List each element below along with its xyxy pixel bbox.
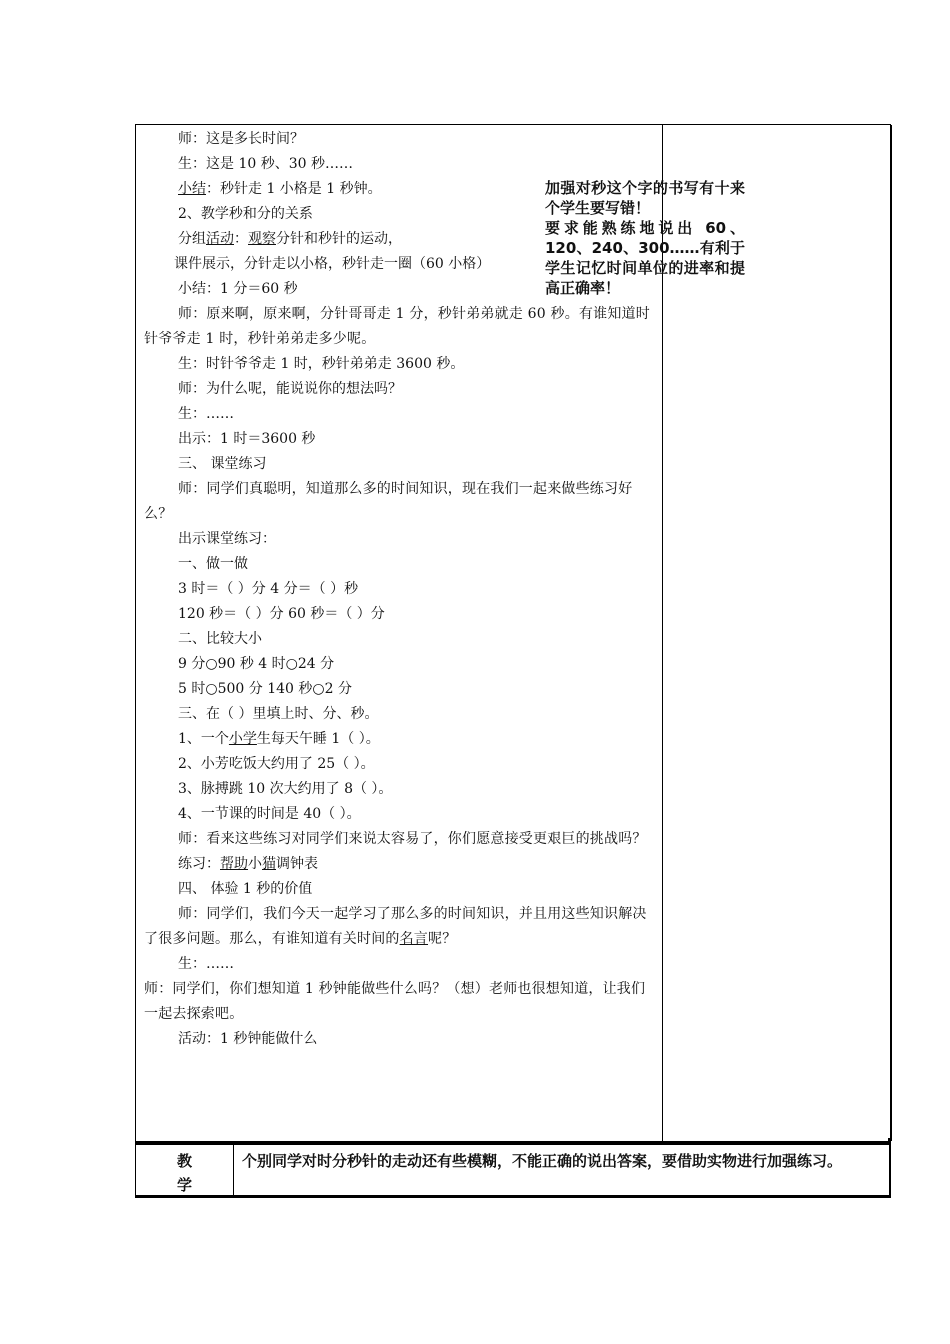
line-text: 3、脉搏跳 10 次大约用了 8（ ）。	[178, 781, 393, 797]
lesson-line	[144, 877, 656, 902]
underlined-term: 帮助	[220, 856, 248, 872]
line-text: 呢？	[428, 931, 457, 947]
lesson-line	[144, 352, 656, 377]
line-text: 师：这是多长时间？	[178, 131, 304, 147]
lesson-line	[144, 402, 656, 427]
line-text: 2、小芳吃饭大约用了 25（ ）。	[178, 756, 375, 772]
line-text: 生：这是 10 秒、30 秒……	[178, 156, 353, 172]
lesson-line	[144, 427, 656, 452]
reflection-text: 个别同学对时分秒针的走动还有些模糊，不能正确的说出答案，要借助实物进行加强练习。	[242, 1152, 843, 1170]
line-text: 生：……	[178, 406, 234, 422]
line-text: 小	[248, 856, 262, 872]
lesson-line	[144, 377, 656, 402]
line-text: 生：时针爷爷走 1 时，秒针弟弟走 3600 秒。	[178, 356, 465, 372]
underlined-term: 观察	[248, 231, 276, 247]
lesson-line	[144, 477, 656, 527]
reflection-table	[135, 1142, 891, 1198]
lesson-line	[144, 852, 656, 877]
line-text: 4、一节课的时间是 40（ ）。	[178, 806, 361, 822]
line-text: 师：原来啊，原来啊，分针哥哥走 1 分，秒针弟弟就走 60 秒。有谁知道时针爷爷走 1 时，秒针弟弟走多少呢。	[144, 306, 650, 347]
line-text: 9 分○90 秒 4 时○24 分	[178, 656, 335, 672]
line-text: 生每天午睡 1（ ）。	[256, 731, 380, 747]
line-text: 练习：	[178, 856, 220, 872]
lesson-line	[144, 727, 656, 752]
lesson-line	[144, 652, 656, 677]
line-text: 2、教学秒和分的关系	[178, 206, 313, 222]
reflection-label-char: 学	[176, 1176, 192, 1194]
line-text: 1、一个	[178, 731, 229, 747]
line-text: 生：……	[178, 956, 234, 972]
teaching-notes-column	[545, 178, 745, 298]
line-text: 师：同学们，你们想知道 1 秒钟能做些什么吗？（想）老师也很想知道，让我们一起去探索吧。	[144, 981, 646, 1022]
note-line: 要求能熟练地说出 60、120、240、300……有利于学生记忆时间单位的进率和提高正确率！	[545, 219, 745, 297]
line-text: 三、在（ ）里填上时、分、秒。	[178, 706, 379, 722]
line-text: 出示：1 时＝3600 秒	[178, 431, 316, 447]
line-text: 四、 体验 1 秒的价值	[178, 881, 313, 897]
lesson-table	[135, 124, 891, 1142]
lesson-line	[144, 802, 656, 827]
line-text: 课件展示，分针走以小格，秒针走一圈（60 小格）	[174, 256, 491, 272]
lesson-line	[144, 902, 656, 952]
reflection-label-char: 教	[176, 1152, 192, 1170]
line-text: ：秒针走 1 小格是 1 秒钟。	[206, 181, 382, 197]
underlined-term: 小学	[228, 731, 257, 747]
lesson-line	[144, 302, 656, 352]
line-text: 师：同学们，我们今天一起学习了那么多的时间知识，并且用这些知识解决了很多问题。那么，有谁知道有关时间的	[144, 906, 647, 947]
underlined-term: 猫	[262, 856, 276, 872]
lesson-line	[144, 152, 656, 177]
underlined-term: 小结	[178, 181, 206, 197]
line-text: 二、比较大小	[178, 631, 262, 647]
lesson-line	[144, 127, 656, 152]
lesson-line	[144, 627, 656, 652]
lesson-line	[144, 827, 656, 852]
line-text: 5 时○500 分 140 秒○2 分	[178, 681, 352, 697]
line-text: 分针和秒针的运动，	[276, 231, 402, 247]
line-text: 师：为什么呢，能说说你的想法吗？	[178, 381, 402, 397]
line-text: ：	[234, 231, 248, 247]
line-text: 三、 课堂练习	[178, 456, 267, 472]
lesson-line	[144, 452, 656, 477]
lesson-line	[144, 702, 656, 727]
lesson-line	[144, 752, 656, 777]
line-text: 一、做一做	[178, 556, 248, 572]
line-text: 师：看来这些练习对同学们来说太容易了，你们愿意接受更艰巨的挑战吗？	[178, 831, 647, 847]
line-text: 出示课堂练习：	[178, 531, 276, 547]
line-text: 3 时＝（ ）分 4 分＝（ ）秒	[178, 581, 359, 597]
lesson-line	[144, 577, 656, 602]
line-text: 分组	[178, 231, 206, 247]
note-line: 加强对秒这个字的书写有十来个学生要写错！	[545, 179, 745, 217]
underlined-term: 活动	[206, 231, 234, 247]
line-text: 小结：1 分＝60 秒	[178, 281, 298, 297]
reflection-divider	[233, 1145, 234, 1195]
lesson-line	[144, 977, 656, 1027]
lesson-line	[144, 777, 656, 802]
line-text: 120 秒＝（ ）分 60 秒＝（ ）分	[178, 606, 385, 622]
reflection-label	[136, 1149, 233, 1197]
line-text: 活动：1 秒钟能做什么	[178, 1031, 318, 1047]
lesson-line	[144, 602, 656, 627]
line-text: 师：同学们真聪明，知道那么多的时间知识，现在我们一起来做些练习好么？	[144, 481, 633, 522]
lesson-line	[144, 1027, 656, 1052]
line-text: 调钟表	[276, 856, 318, 872]
lesson-line	[144, 677, 656, 702]
underlined-term: 名言	[399, 931, 429, 947]
lesson-line	[144, 952, 656, 977]
table-right-border	[890, 125, 892, 1141]
lesson-line	[144, 552, 656, 577]
lesson-line	[144, 527, 656, 552]
